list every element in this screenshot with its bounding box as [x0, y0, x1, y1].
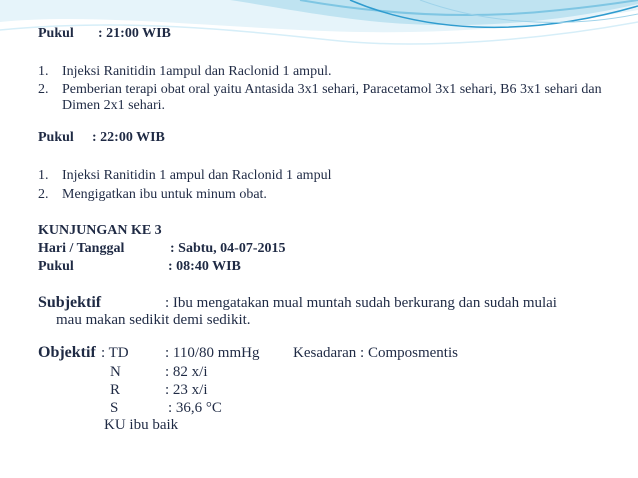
list-item [38, 187, 612, 203]
list-item-text: Pemberian terapi obat oral yaitu Antasida 3x1 sehari, Paracetamol 3x1 sehari, B6 3x1 sehari dan Dimen 2x1 sehari. [62, 82, 602, 113]
objektif-label: Objektif [38, 344, 96, 361]
kesadaran-text: Kesadaran : Composmentis [293, 345, 458, 361]
list-item-number: 1. [38, 168, 49, 183]
subjektif-text-line2: mau makan sedikit demi sedikit. [56, 312, 251, 328]
list-item-text: Injeksi Ranitidin 1ampul dan Raclonid 1 ampul. [62, 64, 332, 79]
list-item [38, 168, 612, 184]
td-label: : TD [101, 345, 129, 361]
n-label: N [110, 364, 121, 380]
kunjungan-pukul-label: Pukul [38, 259, 74, 274]
pukul-value-2: : 22:00 WIB [92, 130, 165, 145]
kunjungan-pukul-value: : 08:40 WIB [168, 259, 241, 274]
list-item-number: 2. [38, 82, 49, 97]
list-item-text: Mengigatkan ibu untuk minum obat. [62, 187, 267, 202]
list-item-number: 1. [38, 64, 49, 79]
kunjungan-title: KUNJUNGAN KE 3 [38, 223, 162, 238]
hari-tanggal-value: : Sabtu, 04-07-2015 [170, 241, 286, 256]
r-label: R [110, 382, 121, 398]
section2-list [38, 168, 612, 203]
list-item [38, 64, 612, 80]
section1-list [38, 64, 612, 114]
subjektif-text-line1: : Ibu mengatakan mual muntah sudah berkurang dan sudah mulai [165, 295, 557, 311]
pukul-value-1: : 21:00 WIB [98, 26, 171, 41]
td-value: : 110/80 mmHg [165, 345, 260, 361]
r-value: : 23 x/i [165, 382, 208, 398]
pukul-label-1: Pukul [38, 26, 74, 41]
list-item-text: Injeksi Ranitidin 1 ampul dan Raclonid 1 ampul [62, 168, 332, 183]
n-value: : 82 x/i [165, 364, 208, 380]
ku-text: KU ibu baik [104, 417, 179, 433]
pukul-label-2: Pukul [38, 130, 74, 145]
list-item [38, 82, 612, 114]
s-label: S [110, 400, 119, 416]
s-value: : 36,6 °C [168, 400, 222, 416]
subjektif-label: Subjektif [38, 294, 102, 311]
hari-tanggal-label: Hari / Tanggal [38, 241, 125, 256]
list-item-number: 2. [38, 187, 49, 202]
